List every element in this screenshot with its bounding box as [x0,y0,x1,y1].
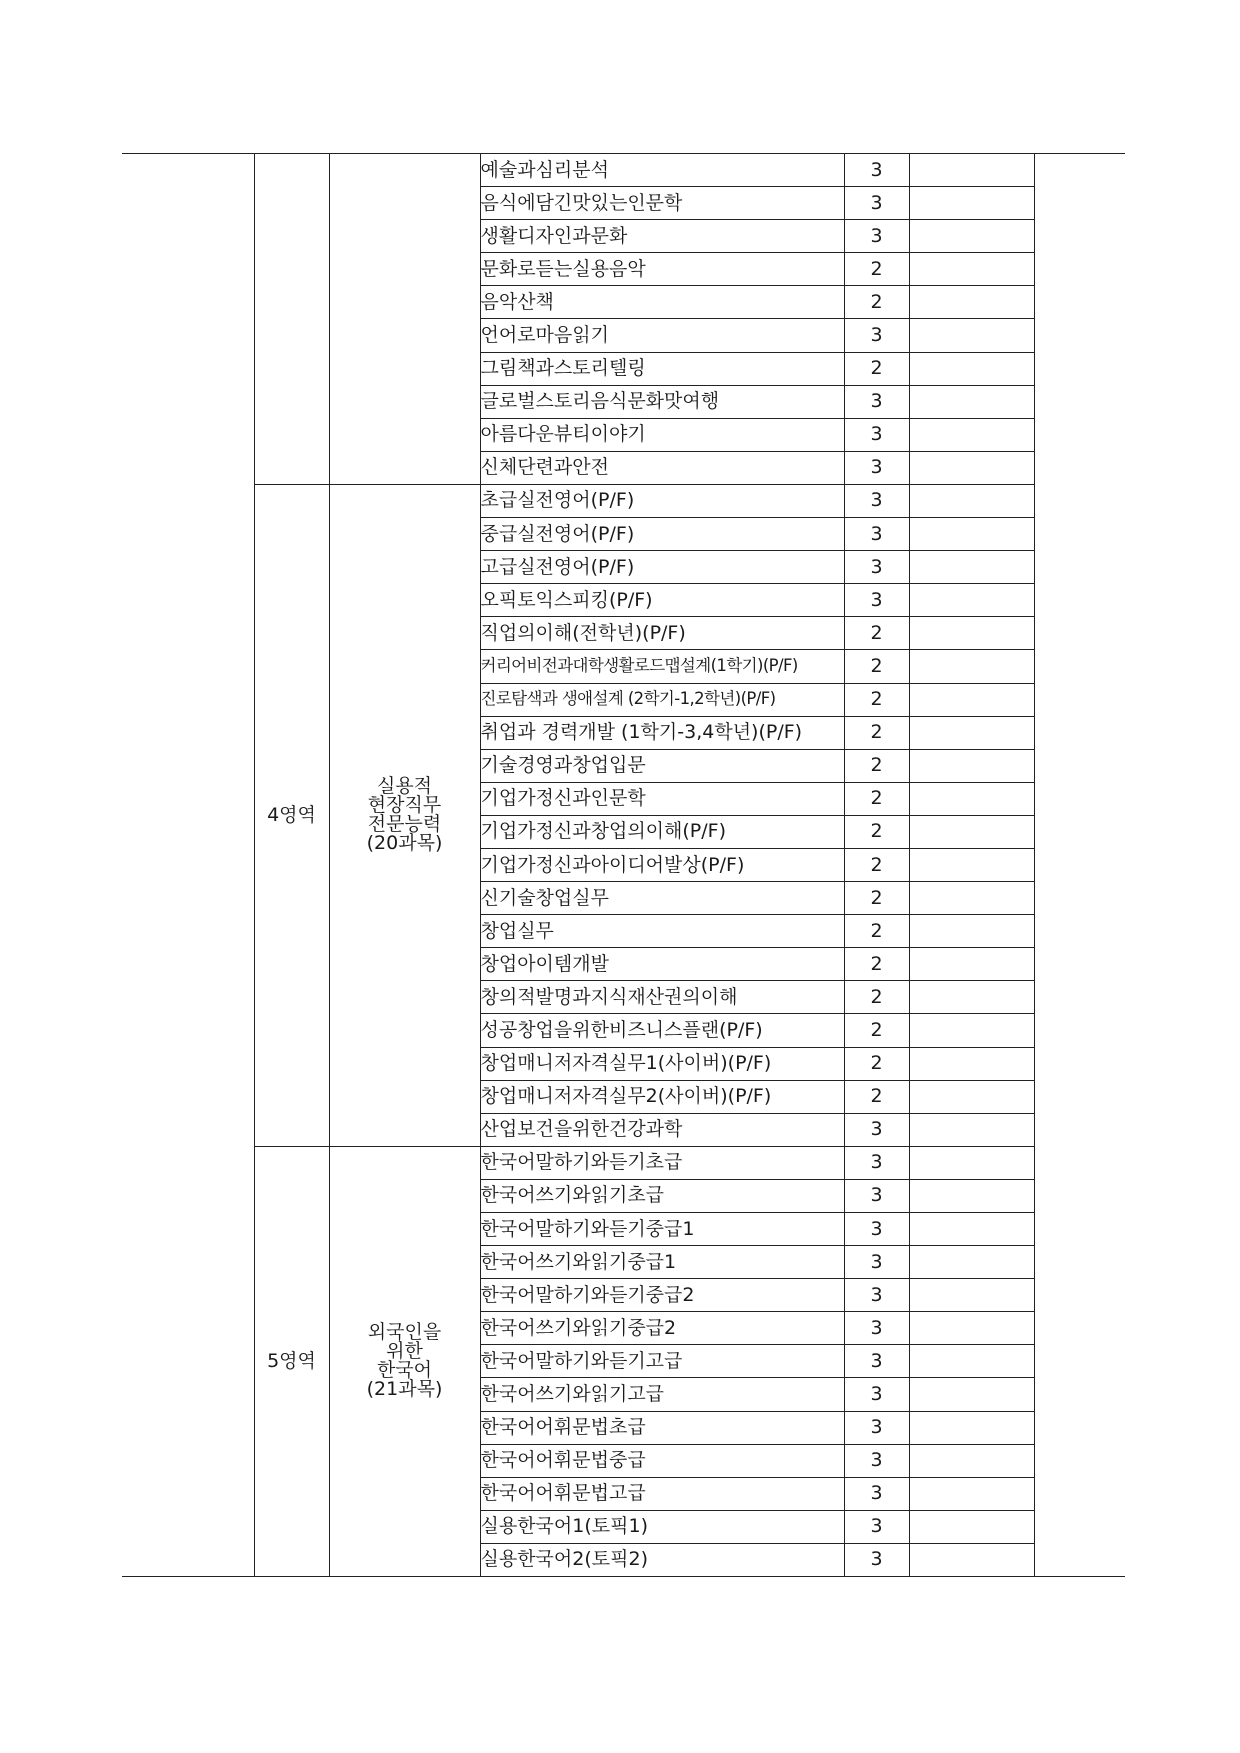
course-credit: 3 [844,1113,909,1146]
category-line: 실용적 [376,775,433,798]
margin-cell [1034,484,1125,1146]
course-name: 창업실무 [480,915,844,948]
empty-cell [909,154,1034,187]
course-credit: 3 [844,518,909,551]
course-name: 초급실전영어(P/F) [480,484,844,517]
course-credit: 3 [844,1543,909,1576]
course-credit: 3 [844,1312,909,1345]
course-credit: 2 [844,815,909,848]
empty-cell [909,915,1034,948]
empty-cell [909,1411,1034,1444]
course-credit: 2 [844,882,909,915]
course-name: 직업의이해(전학년)(P/F) [480,617,844,650]
empty-cell [909,683,1034,716]
course-name: 한국어말하기와듣기고급 [480,1345,844,1378]
course-credit: 3 [844,1411,909,1444]
course-name: 기업가정신과인문학 [480,782,844,815]
course-name: 고급실전영어(P/F) [480,551,844,584]
empty-cell [909,882,1034,915]
table-row [122,1146,1125,1179]
course-name: 중급실전영어(P/F) [480,518,844,551]
course-table-body [122,154,1125,1577]
course-credit: 2 [844,253,909,286]
empty-cell [909,848,1034,881]
category-cell [329,154,480,485]
course-name: 한국어말하기와듣기초급 [480,1146,844,1179]
category-line: 외국인을 [367,1321,442,1344]
course-credit: 3 [844,1477,909,1510]
empty-cell [909,948,1034,981]
empty-cell [909,1444,1034,1477]
empty-cell [909,815,1034,848]
course-credit: 3 [844,1345,909,1378]
course-name: 문화로듣는실용음악 [480,253,844,286]
course-credit: 2 [844,749,909,782]
empty-cell [909,518,1034,551]
course-name: 진로탐색과 생애설계 (2학기-1,2학년)(P/F) [480,683,844,716]
empty-cell [909,1345,1034,1378]
empty-cell [909,1113,1034,1146]
empty-cell [909,1279,1034,1312]
course-name: 창의적발명과지식재산권의이해 [480,981,844,1014]
empty-cell [909,1179,1034,1212]
table-row [122,154,1125,187]
empty-cell [909,1510,1034,1543]
empty-cell [909,418,1034,451]
course-credit: 2 [844,716,909,749]
course-credit: 2 [844,782,909,815]
empty-cell [909,551,1034,584]
course-name: 기술경영과창업입문 [480,749,844,782]
course-credit: 3 [844,154,909,187]
empty-cell [909,253,1034,286]
course-credit: 2 [844,1080,909,1113]
course-credit: 3 [844,220,909,253]
empty-cell [909,716,1034,749]
category-line: (20과목) [366,832,443,855]
course-name: 신기술창업실무 [480,882,844,915]
course-name: 성공창업을위한비즈니스플랜(P/F) [480,1014,844,1047]
empty-cell [909,981,1034,1014]
course-name: 한국어어휘문법고급 [480,1477,844,1510]
course-credit: 2 [844,1047,909,1080]
course-name: 한국어쓰기와읽기중급1 [480,1246,844,1279]
course-name: 한국어쓰기와읽기중급2 [480,1312,844,1345]
course-credit: 3 [844,418,909,451]
course-name: 한국어어휘문법초급 [480,1411,844,1444]
empty-cell [909,1246,1034,1279]
margin-cell [1034,1146,1125,1576]
course-credit: 3 [844,1444,909,1477]
course-name: 한국어쓰기와읽기고급 [480,1378,844,1411]
course-credit: 3 [844,584,909,617]
course-credit: 3 [844,1146,909,1179]
course-name: 한국어말하기와듣기중급1 [480,1213,844,1246]
course-name: 커리어비전과대학생활로드맵설계(1학기)(P/F) [480,650,844,683]
course-credit: 3 [844,1246,909,1279]
margin-cell [1034,154,1125,485]
course-name: 실용한국어2(토픽2) [480,1543,844,1576]
course-credit: 2 [844,981,909,1014]
course-name: 신체단련과안전 [480,451,844,484]
empty-cell [909,1543,1034,1576]
empty-cell [909,484,1034,517]
empty-cell [909,650,1034,683]
empty-cell [909,1213,1034,1246]
course-name: 음악산책 [480,286,844,319]
course-name: 창업매니저자격실무2(사이버)(P/F) [480,1080,844,1113]
empty-cell [909,286,1034,319]
empty-cell [909,1047,1034,1080]
category-cell [329,484,480,1146]
empty-cell [909,617,1034,650]
course-credit: 3 [844,551,909,584]
course-name: 예술과심리분석 [480,154,844,187]
course-credit: 3 [844,1279,909,1312]
empty-cell [909,451,1034,484]
empty-cell [909,1312,1034,1345]
category-cell [329,1146,480,1576]
course-name: 아름다운뷰티이야기 [480,418,844,451]
table-row [122,484,1125,517]
course-credit: 3 [844,451,909,484]
course-credit: 2 [844,1014,909,1047]
category-line: (21과목) [366,1378,443,1401]
empty-cell [909,749,1034,782]
margin-cell [122,154,254,485]
course-credit: 3 [844,484,909,517]
category-line: 현장직무 [367,794,442,817]
empty-cell [909,584,1034,617]
category-line: 위한 [386,1340,423,1363]
empty-cell [909,319,1034,352]
course-name: 창업아이템개발 [480,948,844,981]
course-name: 한국어어휘문법중급 [480,1444,844,1477]
course-credit: 3 [844,319,909,352]
category-line: 전문능력 [367,813,442,836]
empty-cell [909,187,1034,220]
course-name: 산업보건을위한건강과학 [480,1113,844,1146]
course-credit: 3 [844,1378,909,1411]
margin-cell [122,484,254,1146]
course-credit: 2 [844,683,909,716]
empty-cell [909,1146,1034,1179]
course-name: 언어로마음읽기 [480,319,844,352]
course-name: 그림책과스토리텔링 [480,352,844,385]
course-credit: 2 [844,848,909,881]
course-name: 창업매니저자격실무1(사이버)(P/F) [480,1047,844,1080]
course-credit: 2 [844,948,909,981]
empty-cell [909,1014,1034,1047]
course-name: 기업가정신과창업의이해(P/F) [480,815,844,848]
course-credit: 3 [844,385,909,418]
course-credit: 3 [844,1213,909,1246]
category-line: 한국어 [376,1359,433,1382]
empty-cell [909,1477,1034,1510]
course-credit: 2 [844,617,909,650]
course-name: 취업과 경력개발 (1학기-3,4학년)(P/F) [480,716,844,749]
course-name: 한국어말하기와듣기중급2 [480,1279,844,1312]
empty-cell [909,385,1034,418]
course-credit: 2 [844,286,909,319]
course-credit: 3 [844,187,909,220]
course-name: 음식에담긴맛있는인문학 [480,187,844,220]
course-credit: 2 [844,915,909,948]
area-cell: 4영역 [254,484,329,1146]
course-credit: 2 [844,352,909,385]
area-cell: 5영역 [254,1146,329,1576]
course-credit: 3 [844,1179,909,1212]
empty-cell [909,1378,1034,1411]
empty-cell [909,782,1034,815]
empty-cell [909,1080,1034,1113]
empty-cell [909,352,1034,385]
empty-cell [909,220,1034,253]
course-name: 글로벌스토리음식문화맛여행 [480,385,844,418]
course-name: 생활디자인과문화 [480,220,844,253]
course-credit: 2 [844,650,909,683]
course-name: 실용한국어1(토픽1) [480,1510,844,1543]
course-table [122,153,1125,1577]
course-name: 기업가정신과아이디어발상(P/F) [480,848,844,881]
area-cell [254,154,329,485]
margin-cell [122,1146,254,1576]
course-name: 오픽토익스피킹(P/F) [480,584,844,617]
course-credit: 3 [844,1510,909,1543]
course-name: 한국어쓰기와읽기초급 [480,1179,844,1212]
